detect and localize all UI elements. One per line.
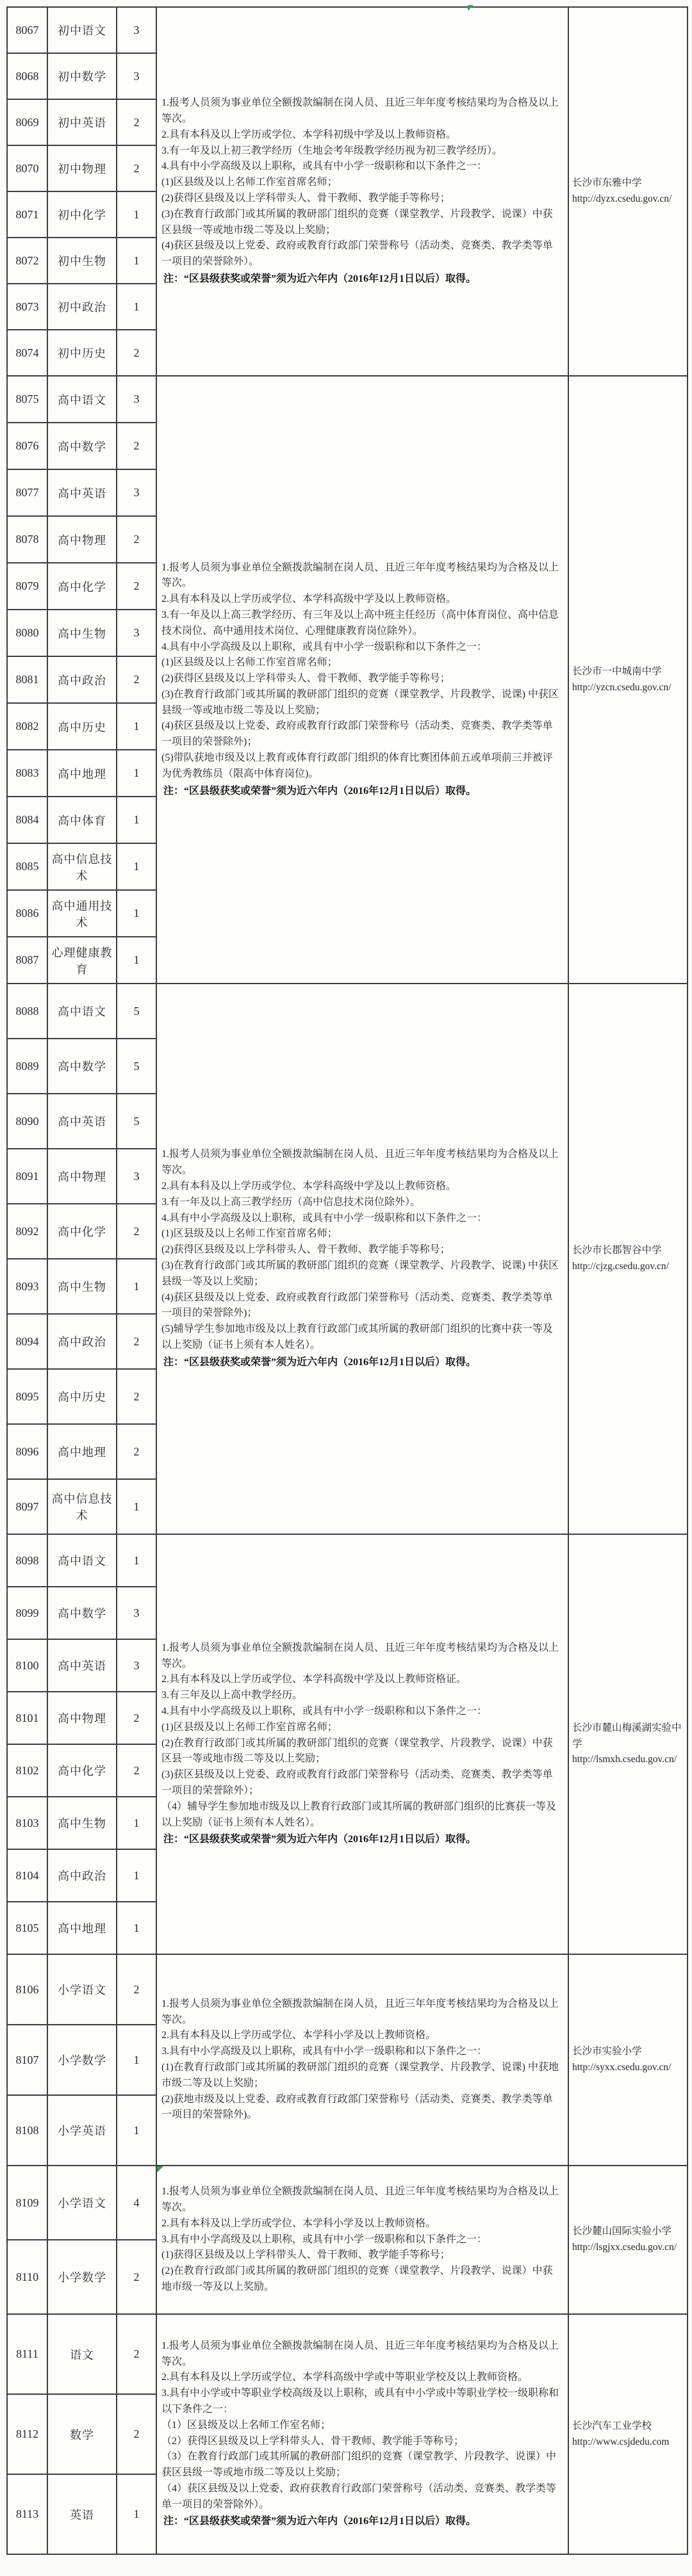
requirement-line: (4)获区县级及以上党委、政府或教育行政部门荣誉称号（活动类、竞赛类、教学类等单一项目的荣誉除外）。 xyxy=(161,240,553,268)
position-count: 2 xyxy=(117,1314,156,1369)
position-code: 8090 xyxy=(7,1094,47,1149)
position-code: 8077 xyxy=(7,469,47,516)
requirement-note: 注：“区县级获奖或荣誉”须为近六年内（2016年12月1日以后）取得。 xyxy=(163,273,477,284)
school-url: http://cjzg.csedu.gov.cn/ xyxy=(572,1261,669,1272)
position-subject: 高中化学 xyxy=(47,563,117,610)
requirement-line: (2)在教育行政部门或其所属的教研部门组织的竞赛（课堂教学、片段教学、说课）中获地市级一等及以上奖励。 xyxy=(161,2265,553,2292)
position-subject: 高中信息技术 xyxy=(47,843,117,890)
position-count: 1 xyxy=(117,284,156,330)
requirement-line: (1)区县级及以上名师工作室首席名师； xyxy=(161,657,338,668)
position-count: 1 xyxy=(117,890,156,937)
position-code: 8108 xyxy=(7,2095,47,2166)
position-count: 1 xyxy=(117,2095,156,2166)
requirement-line: 4.具有中小学高级及以上职称，或具有中小学一级职称和以下条件之一： xyxy=(161,1212,488,1224)
requirement-note: 注：“区县级获奖或荣誉”须为近六年内（2016年12月1日以后）取得。 xyxy=(163,2516,477,2527)
position-code: 8079 xyxy=(7,563,47,610)
position-subject: 初中物理 xyxy=(47,145,117,191)
position-count: 3 xyxy=(117,1587,156,1639)
position-code: 8111 xyxy=(7,2314,47,2394)
position-code: 8093 xyxy=(7,1259,47,1314)
position-count: 3 xyxy=(117,1639,156,1692)
position-code: 8113 xyxy=(7,2474,47,2554)
position-row xyxy=(7,376,688,423)
position-code: 8100 xyxy=(7,1639,47,1692)
position-subject: 高中政治 xyxy=(47,1849,117,1902)
requirements-cell xyxy=(156,376,568,984)
position-code: 8107 xyxy=(7,2025,47,2095)
position-subject: 小学数学 xyxy=(47,2025,117,2095)
requirement-note: 注：“区县级获奖或荣誉”须为近六年内（2016年12月1日以后）取得。 xyxy=(163,1356,477,1368)
position-subject: 高中通用技术 xyxy=(47,890,117,937)
requirement-line: 2.具有本科及以上学历或学位、本学科高级中学及以上教师资格。 xyxy=(161,1181,457,1192)
position-count: 2 xyxy=(117,423,156,469)
position-count: 3 xyxy=(117,53,156,99)
school-name: 长沙市东雅中学 xyxy=(572,177,642,189)
position-code: 8067 xyxy=(7,7,47,53)
position-subject: 小学语文 xyxy=(47,1954,117,2025)
requirement-note: 注：“区县级获奖或荣誉”须为近六年内（2016年12月1日以后）取得。 xyxy=(163,785,477,797)
position-count: 3 xyxy=(117,610,156,656)
position-code: 8069 xyxy=(7,99,47,145)
position-row xyxy=(7,2166,688,2240)
position-count: 2 xyxy=(117,1692,156,1744)
position-row xyxy=(7,2314,688,2394)
position-count: 1 xyxy=(117,750,156,797)
school-url: http://lsgjxx.csedu.gov.cn/ xyxy=(572,2242,677,2253)
position-count: 1 xyxy=(117,843,156,890)
position-count: 2 xyxy=(117,656,156,703)
position-code: 8074 xyxy=(7,330,47,376)
position-count: 1 xyxy=(117,2474,156,2554)
requirement-line: 4.具有中小学高级及以上职称，或具有中小学一级职称和以下条件之一： xyxy=(161,1706,488,1717)
position-count: 2 xyxy=(117,516,156,563)
requirements-cell xyxy=(156,1534,568,1954)
position-subject: 高中体育 xyxy=(47,797,117,843)
position-subject: 小学数学 xyxy=(47,2240,117,2314)
position-count: 3 xyxy=(117,376,156,423)
position-subject: 高中英语 xyxy=(47,469,117,516)
position-code: 8080 xyxy=(7,610,47,656)
position-row xyxy=(7,1534,688,1587)
requirement-line: 1.报考人员须为事业单位全额拨款编制在岗人员、且近三年年度考核结果均为合格及以上等次。 xyxy=(161,1642,559,1669)
school-url: http://lsmxh.csedu.gov.cn/ xyxy=(572,1754,677,1765)
position-subject: 高中生物 xyxy=(47,1259,117,1314)
requirement-line: (2)在教育行政部门或其所属的教研部门组织的竞赛（课堂教学、片段教学、说课）中获区县一等或地市级二等及以上奖励； xyxy=(161,1737,553,1765)
school-name: 长沙麓山国际实验小学 xyxy=(572,2226,672,2237)
requirement-line: (2)获得区县级及以上学科带头人、骨干教师、教学能手等称号； xyxy=(161,193,450,204)
requirement-line: 3.有一年及以上初三教学经历（生地会考年级教学经历视为初三教学经历）。 xyxy=(161,145,503,156)
position-code: 8096 xyxy=(7,1424,47,1479)
position-subject: 初中语文 xyxy=(47,7,117,53)
requirement-line: 2.具有本科及以上学历或学位、本学科高级中学及以上教师资格。 xyxy=(161,594,457,605)
position-subject: 高中化学 xyxy=(47,1204,117,1259)
requirement-line: （1）区县级及以上名师工作室名师； xyxy=(161,2419,331,2431)
requirement-line: (1)区县级及以上名师工作室首席名师； xyxy=(161,1228,338,1240)
requirement-line: (1)区县级及以上名师工作室首席名师； xyxy=(161,1721,338,1733)
position-count: 3 xyxy=(117,469,156,516)
requirement-line: 3.具有中小学或中等职业学校高级及以上职称，或具有中小学或中等职业学校一级职称和以下条件之一： xyxy=(161,2388,559,2415)
position-code: 8112 xyxy=(7,2394,47,2474)
position-count: 5 xyxy=(117,1039,156,1094)
position-subject: 高中政治 xyxy=(47,656,117,703)
position-subject: 高中地理 xyxy=(47,1424,117,1479)
position-code: 8076 xyxy=(7,423,47,469)
requirement-line: 2.具有本科及以上学历或学位、本学科小学及以上教师资格。 xyxy=(161,2030,436,2041)
requirement-line: 1.报考人员须为事业单位全额拨款编制在岗人员、且近三年年度考核结果均为合格及以上等次。 xyxy=(161,97,559,125)
position-count: 2 xyxy=(117,1954,156,2025)
position-count: 2 xyxy=(117,1204,156,1259)
requirement-line: (4)获区县级及以上党委、政府或教育行政部门荣誉称号（活动类、竞赛类、教学类等单一项目的荣誉除外)； xyxy=(161,1292,553,1319)
requirement-line: (2)获得区县级及以上学科带头人、骨干教师、教学能手等称号； xyxy=(161,1244,450,1256)
school-name: 长沙市一中城南中学 xyxy=(572,665,662,677)
position-subject: 小学语文 xyxy=(47,2166,117,2240)
position-count: 5 xyxy=(117,984,156,1039)
position-code: 8092 xyxy=(7,1204,47,1259)
school-url: http://www.csjdedu.com xyxy=(572,2436,670,2447)
position-count: 1 xyxy=(117,2025,156,2095)
position-code: 8091 xyxy=(7,1149,47,1204)
requirement-line: （3）在教育行政部门或其所属的教研部门组织的竞赛（课堂教学、片段教学、说课）中获区县级一等或地市级二等及以上奖励； xyxy=(161,2451,557,2479)
position-code: 8071 xyxy=(7,191,47,238)
position-subject: 高中政治 xyxy=(47,1314,117,1369)
school-url: http://yzcn.csedu.gov.cn/ xyxy=(572,681,671,693)
position-subject: 高中生物 xyxy=(47,610,117,656)
position-code: 8105 xyxy=(7,1902,47,1954)
position-count: 1 xyxy=(117,797,156,843)
position-count: 1 xyxy=(117,1479,156,1534)
position-code: 8098 xyxy=(7,1534,47,1587)
position-count: 1 xyxy=(117,937,156,984)
requirements-cell xyxy=(156,7,568,376)
requirement-note: 注：“区县级获奖或荣誉”须为近六年内（2016年12月1日以后）取得。 xyxy=(163,1834,477,1845)
position-count: 5 xyxy=(117,1094,156,1149)
requirement-line: （4）辅导学生参加地市级及以上教育行政部门或其所属的教研部门组织的比赛获一等及以上奖励（证书上须有本人姓名）。 xyxy=(161,1801,557,1828)
requirement-line: (1)获得区县级及以上学科带头人、骨干教师、教学能手等称号； xyxy=(161,2249,450,2261)
position-row xyxy=(7,1954,688,2025)
position-code: 8099 xyxy=(7,1587,47,1639)
school-cell xyxy=(568,1534,688,1954)
school-cell xyxy=(568,984,688,1534)
position-count: 2 xyxy=(117,1424,156,1479)
requirement-line: 3.有一年及以上高三教学经历、有三年及以上高中班主任经历（高中体育岗位、高中信息技术岗位、高中通用技术岗位、心理健康教育岗位除外）。 xyxy=(161,609,559,636)
school-name: 长沙市长郡智谷中学 xyxy=(572,1245,662,1256)
requirement-line: (5)辅导学生参加地市级及以上教育行政部门或其所属的教研部门组织的比赛中获一等及以上奖励（证书上须有本人姓名）。 xyxy=(161,1324,553,1350)
position-code: 8094 xyxy=(7,1314,47,1369)
position-subject: 心理健康教育 xyxy=(47,937,117,984)
position-count: 3 xyxy=(117,1149,156,1204)
requirement-line: (3)获区县级及以上党委、政府或教育行政部门荣誉称号（活动类、竞赛类、教学类等单一项目的荣誉除外）； xyxy=(161,1769,553,1796)
position-count: 1 xyxy=(117,1902,156,1954)
requirement-line: 4.具有中小学高级及以上职称，或具有中小学一级职称和以下条件之一： xyxy=(161,161,488,172)
position-count: 2 xyxy=(117,563,156,610)
position-subject: 初中历史 xyxy=(47,330,117,376)
requirements-cell xyxy=(156,2166,568,2314)
requirement-line: (3)在教育行政部门或其所属的教研部门组织的竞赛（课堂教学、片段教学、说课) 中获区县级一等及以上奖励； xyxy=(161,1260,559,1287)
position-count: 2 xyxy=(117,1744,156,1797)
requirement-line: (5)带队获地市级及以上教育或体育行政部门组织的体育比赛团体前五或单项前三并被评为优秀教练员（限高中体育岗位)。 xyxy=(161,752,553,779)
position-count: 2 xyxy=(117,2240,156,2314)
position-count: 1 xyxy=(117,1849,156,1902)
position-code: 8087 xyxy=(7,937,47,984)
requirement-line: 2.具有本科及以上学历或学位、本学科初级中学及以上教师资格。 xyxy=(161,129,457,140)
requirement-line: (1)区县级及以上名师工作室首席名师； xyxy=(161,177,338,188)
school-cell xyxy=(568,2166,688,2314)
position-code: 8109 xyxy=(7,2166,47,2240)
requirement-line: (2)获地市级及以上党委、政府或教育行政部门荣誉称号（活动类、竞赛类、教学类等单一项目的荣誉除外)。 xyxy=(161,2093,553,2121)
requirement-line: 1.报考人员须为事业单位全额拨款编制在岗人员、且近三年年度考核结果均为合格及以上等次。 xyxy=(161,2186,559,2213)
requirement-line: 1.报考人员须为事业单位全额拨款编制在岗人员、且近三年年度考核结果均为合格及以上等次。 xyxy=(161,562,559,589)
position-subject: 高中地理 xyxy=(47,1902,117,1954)
position-subject: 高中生物 xyxy=(47,1797,117,1849)
position-count: 2 xyxy=(117,330,156,376)
school-name: 长沙汽车工业学校 xyxy=(572,2420,652,2431)
position-code: 8068 xyxy=(7,53,47,99)
school-cell xyxy=(568,376,688,984)
position-code: 8075 xyxy=(7,376,47,423)
requirements-cell xyxy=(156,1954,568,2166)
requirement-line: 3.有一年及以上高三教学经历（高中信息技术岗位除外）。 xyxy=(161,1196,421,1208)
requirement-line: 2.具有本科及以上学历或学位、本学科高级中学或中等职业学校及以上教师资格。 xyxy=(161,2372,529,2383)
position-count: 2 xyxy=(117,99,156,145)
requirement-line: 1.报考人员须为事业单位全额拨款编制在岗人员、且近三年年度考核结果均为合格及以上等次。 xyxy=(161,1149,559,1176)
requirements-cell xyxy=(156,2314,568,2554)
position-subject: 语文 xyxy=(47,2314,117,2394)
requirement-line: (4)获区县级及以上党委、政府或教育行政部门荣誉称号（活动类、竞赛类、教学类等单一项目的荣誉除外)； xyxy=(161,720,553,748)
position-subject: 高中地理 xyxy=(47,750,117,797)
position-subject: 初中生物 xyxy=(47,238,117,284)
position-code: 8102 xyxy=(7,1744,47,1797)
requirement-line: 1.报考人员须为事业单位全额拨款编制在岗人员，且近三年年度考核结果均为合格及以上等次。 xyxy=(161,1998,559,2025)
requirement-line: 3.具有中小学高级及以上职称，或具有中小学一级职称和以下条件之一： xyxy=(161,2046,488,2057)
position-code: 8089 xyxy=(7,1039,47,1094)
positions-table xyxy=(6,6,688,2555)
position-code: 8104 xyxy=(7,1849,47,1902)
position-count: 1 xyxy=(117,1797,156,1849)
requirement-line: （4）获区县级及以上党委、政府获教育行政部门荣誉称号（活动类、竞赛类、教学类等单一项目的荣誉除外）。 xyxy=(161,2483,557,2510)
requirement-line: （2）获得区县级及以上学科带头人、骨干教师、教学能手等称号； xyxy=(161,2435,465,2447)
position-subject: 高中历史 xyxy=(47,703,117,750)
requirement-line: 2.具有本科及以上学历或学位、本学科小学及以上教师资格。 xyxy=(161,2217,436,2229)
position-subject: 高中语文 xyxy=(47,1534,117,1587)
position-code: 8070 xyxy=(7,145,47,191)
position-code: 8110 xyxy=(7,2240,47,2314)
position-code: 8103 xyxy=(7,1797,47,1849)
position-count: 1 xyxy=(117,1259,156,1314)
position-code: 8084 xyxy=(7,797,47,843)
position-subject: 高中历史 xyxy=(47,1369,117,1424)
position-subject: 高中语文 xyxy=(47,984,117,1039)
position-subject: 高中物理 xyxy=(47,516,117,563)
position-code: 8081 xyxy=(7,656,47,703)
requirements-cell xyxy=(156,984,568,1534)
position-code: 8095 xyxy=(7,1369,47,1424)
position-subject: 初中数学 xyxy=(47,53,117,99)
requirement-line: (3)在教育行政部门或其所属的教研部门组织的竞赛（课堂教学、片段教学、说课) 中获区县级一等或地市级二等及以上奖励； xyxy=(161,688,559,716)
position-row xyxy=(7,7,688,53)
position-subject: 高中物理 xyxy=(47,1149,117,1204)
position-count: 1 xyxy=(117,1534,156,1587)
position-subject: 高中英语 xyxy=(47,1639,117,1692)
position-count: 1 xyxy=(117,238,156,284)
position-subject: 初中英语 xyxy=(47,99,117,145)
position-code: 8083 xyxy=(7,750,47,797)
requirement-line: 3.具有中小学高级及以上职称，或具有中小学一级职称和以下条件之一： xyxy=(161,2233,488,2245)
position-code: 8082 xyxy=(7,703,47,750)
position-subject: 高中英语 xyxy=(47,1094,117,1149)
position-subject: 高中语文 xyxy=(47,376,117,423)
requirement-line: 1.报考人员须为事业单位全额拨款编制在岗人员、且近三年年度考核结果均为合格及以上等次。 xyxy=(161,2340,559,2367)
position-subject: 高中信息技术 xyxy=(47,1479,117,1534)
requirement-line: 2.具有本科及以上学历或学位、本学科高级中学及以上教师资格证。 xyxy=(161,1674,467,1685)
position-code: 8086 xyxy=(7,890,47,937)
position-code: 8085 xyxy=(7,843,47,890)
position-count: 2 xyxy=(117,145,156,191)
school-url: http://dyzx.csedu.gov.cn/ xyxy=(572,193,672,204)
position-code: 8073 xyxy=(7,284,47,330)
position-subject: 小学英语 xyxy=(47,2095,117,2166)
school-url: http://syxx.csedu.gov.cn/ xyxy=(572,2062,671,2073)
position-subject: 高中数学 xyxy=(47,1587,117,1639)
position-row xyxy=(7,984,688,1039)
position-code: 8097 xyxy=(7,1479,47,1534)
school-name: 长沙市实验小学 xyxy=(572,2046,642,2057)
position-code: 8101 xyxy=(7,1692,47,1744)
position-code: 8078 xyxy=(7,516,47,563)
school-cell xyxy=(568,7,688,376)
position-count: 2 xyxy=(117,2314,156,2394)
position-count: 2 xyxy=(117,1369,156,1424)
position-subject: 初中化学 xyxy=(47,191,117,238)
school-cell xyxy=(568,2314,688,2554)
position-subject: 高中数学 xyxy=(47,1039,117,1094)
requirement-line: (2)获得区县级及以上学科带头人、骨干教师、教学能手等称号； xyxy=(161,673,450,685)
position-code: 8088 xyxy=(7,984,47,1039)
position-subject: 英语 xyxy=(47,2474,117,2554)
position-count: 3 xyxy=(117,7,156,53)
school-name: 长沙市麓山梅溪湖实验中学 xyxy=(572,1722,682,1749)
position-subject: 数学 xyxy=(47,2394,117,2474)
requirement-line: (3)在教育行政部门或其所属的教研部门组织的竞赛（课堂教学、片段教学、说课）中获区县级一等或地市级二等及以上奖励； xyxy=(161,208,553,236)
school-cell xyxy=(568,1954,688,2166)
position-subject: 高中物理 xyxy=(47,1692,117,1744)
position-count: 2 xyxy=(117,2394,156,2474)
position-code: 8106 xyxy=(7,1954,47,2025)
requirement-line: (1)在教育行政部门或其所属的教研部门组织的竞赛（课堂教学、片段教学、说课) 中获地市级二等及以上奖励； xyxy=(161,2062,559,2089)
position-count: 1 xyxy=(117,703,156,750)
requirement-line: 4.具有中小学高级及以上职称，或具有中小学一级职称和以下条件之一： xyxy=(161,641,488,652)
position-code: 8072 xyxy=(7,238,47,284)
position-count: 1 xyxy=(117,191,156,238)
position-count: 4 xyxy=(117,2166,156,2240)
requirement-line: 3.有三年及以上高中教学经历。 xyxy=(161,1690,303,1701)
position-subject: 初中政治 xyxy=(47,284,117,330)
position-subject: 高中数学 xyxy=(47,423,117,469)
position-subject: 高中化学 xyxy=(47,1744,117,1797)
